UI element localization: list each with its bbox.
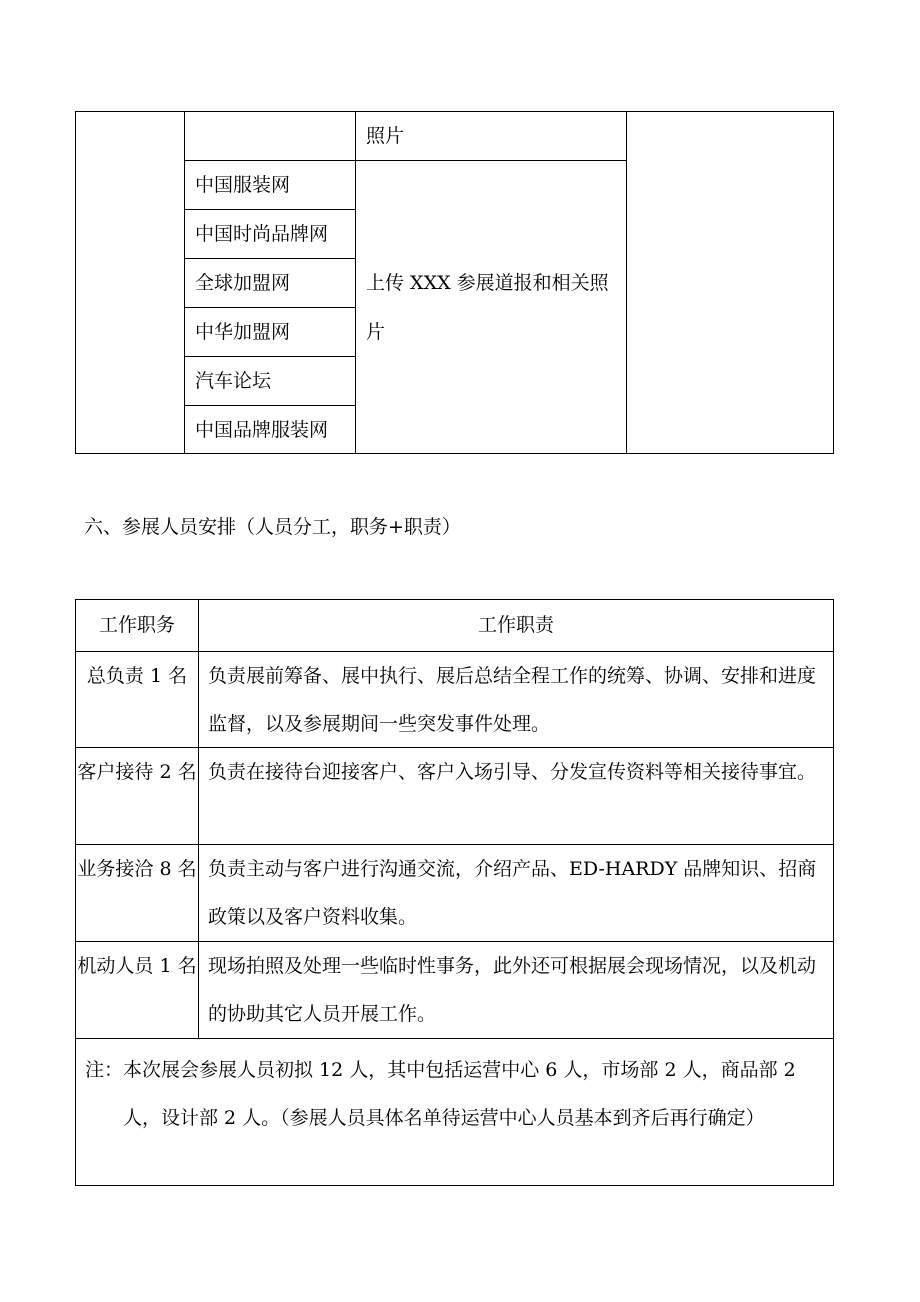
duty-cell: 负责在接待台迎接客户、客户入场引导、分发宣传资料等相关接待事宜。 <box>208 761 817 783</box>
top-cell-text: 照片 <box>366 125 405 147</box>
site-cell: 中国品牌服装网 <box>195 419 329 441</box>
duty-cell: 负责主动与客户进行沟通交流，介绍产品、ED-HARDY 品牌知识、招商政策以及客户资料收集。 <box>208 858 817 928</box>
staff-note: 注：本次展会参展人员初拟 12 人，其中包括运营中心 6 人，市场部 2 人，商品部 2 人，设计部 2 人。（参展人员具体名单待运营中心人员基本到齐后再行确定） <box>85 1059 796 1129</box>
site-cell: 中华加盟网 <box>195 321 291 343</box>
site-cell: 全球加盟网 <box>195 272 291 294</box>
header-role: 工作职务 <box>98 614 175 636</box>
role-cell: 总负责 1 名 <box>86 665 188 687</box>
section-heading: 六、参展人员安排（人员分工，职务+职责） <box>84 516 461 538</box>
table-divider <box>198 600 199 1038</box>
role-cell: 客户接待 2 名 <box>77 761 197 783</box>
table-divider <box>626 112 627 453</box>
role-cell: 业务接洽 8 名 <box>77 858 197 880</box>
staff-arrangement-table <box>75 599 834 1186</box>
header-duty: 工作职责 <box>477 614 554 636</box>
duty-cell: 负责展前筹备、展中执行、展后总结全程工作的统筹、协调、安排和进度监督，以及参展期间一些突发事件处理。 <box>208 665 817 735</box>
upload-description: 上传 XXX 参展道报和相关照片 <box>366 272 609 343</box>
table-divider <box>184 112 185 453</box>
role-cell: 机动人员 1 名 <box>77 955 197 977</box>
table-divider <box>76 1038 833 1039</box>
media-channel-table <box>75 111 834 454</box>
site-cell: 汽车论坛 <box>195 370 272 392</box>
site-cell: 中国服装网 <box>195 174 291 196</box>
site-cell: 中国时尚品牌网 <box>195 223 329 245</box>
duty-cell: 现场拍照及处理一些临时性事务，此外还可根据展会现场情况，以及机动的协助其它人员开展工作。 <box>208 955 817 1025</box>
